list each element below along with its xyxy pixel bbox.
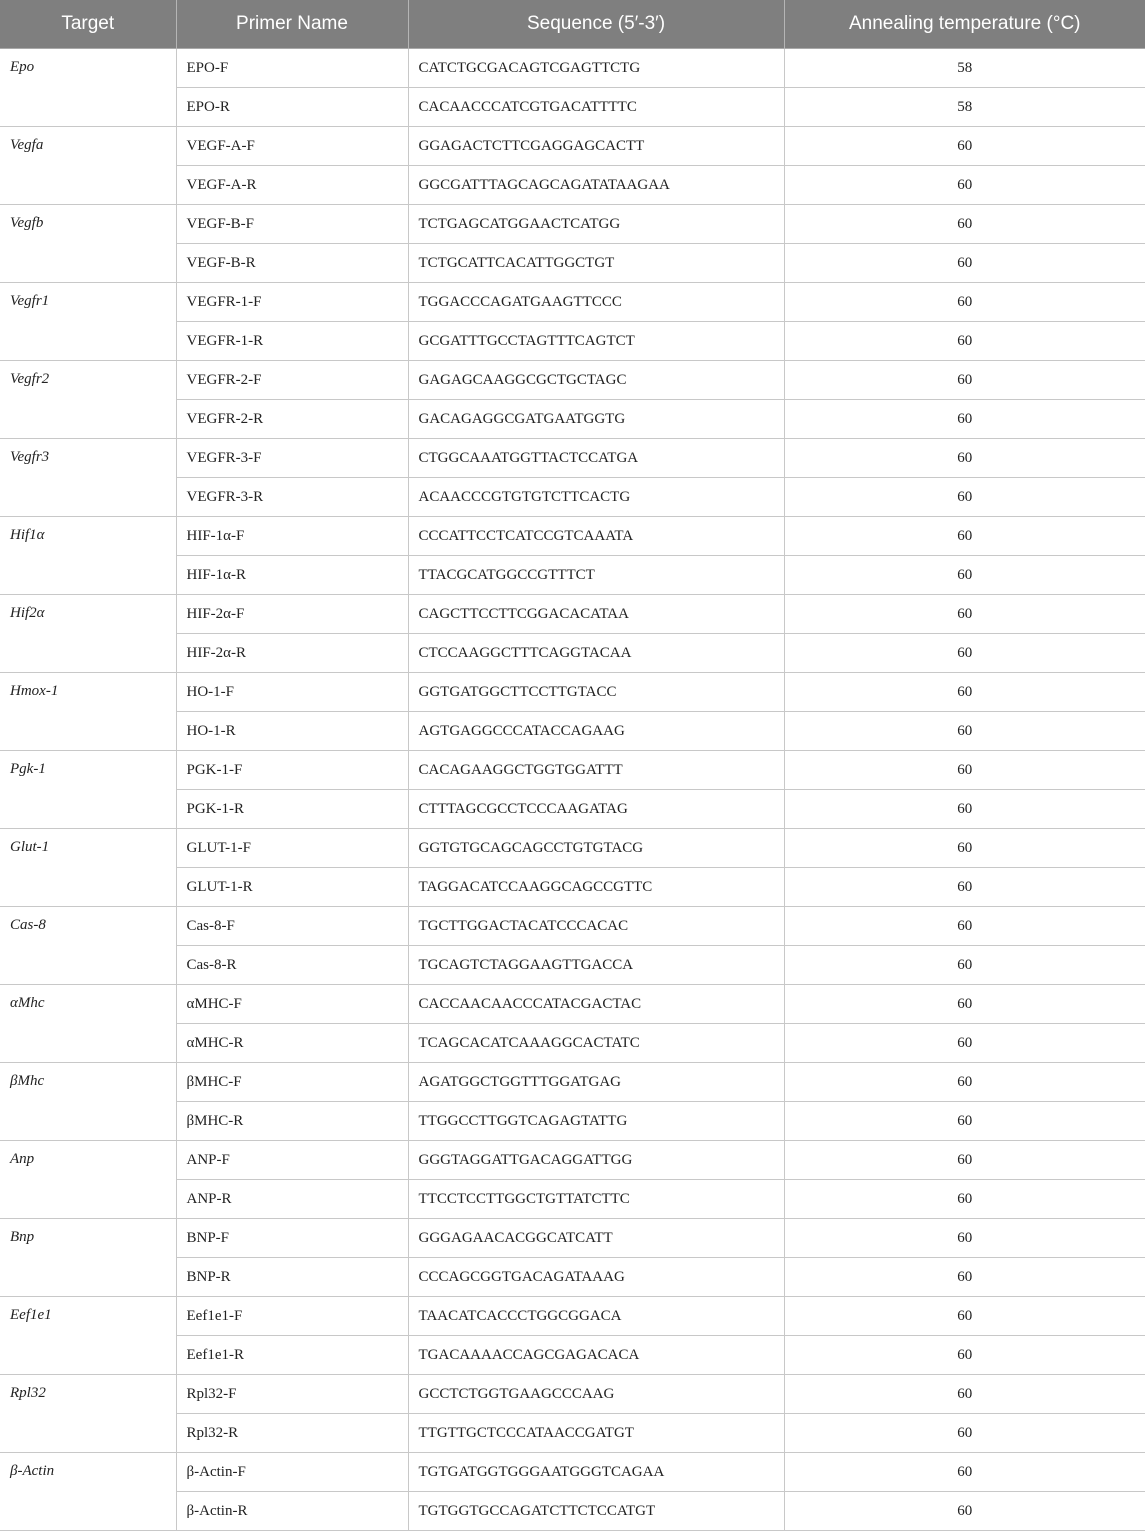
- annealing-temperature-cell: 60: [784, 439, 1145, 478]
- target-gene-cell: Glut-1: [0, 829, 176, 907]
- primer-name-cell: PGK-1-F: [176, 751, 408, 790]
- primer-name-cell: Eef1e1-R: [176, 1336, 408, 1375]
- sequence-cell: TCTGAGCATGGAACTCATGG: [408, 205, 784, 244]
- header-row: [0, 0, 1145, 49]
- primer-name-cell: Cas-8-R: [176, 946, 408, 985]
- sequence-cell: CAGCTTCCTTCGGACACATAA: [408, 595, 784, 634]
- sequence-cell: AGATGGCTGGTTTGGATGAG: [408, 1063, 784, 1102]
- sequence-cell: GGGTAGGATTGACAGGATTGG: [408, 1141, 784, 1180]
- primer-name-cell: ANP-R: [176, 1180, 408, 1219]
- sequence-cell: TTCCTCCTTGGCTGTTATCTTC: [408, 1180, 784, 1219]
- sequence-cell: CACAGAAGGCTGGTGGATTT: [408, 751, 784, 790]
- primer-name-cell: PGK-1-R: [176, 790, 408, 829]
- sequence-cell: TGCAGTCTAGGAAGTTGACCA: [408, 946, 784, 985]
- sequence-cell: GACAGAGGCGATGAATGGTG: [408, 400, 784, 439]
- primer-name-cell: Rpl32-F: [176, 1375, 408, 1414]
- sequence-cell: GCGATTTGCCTAGTTTCAGTCT: [408, 322, 784, 361]
- target-gene-cell: αMhc: [0, 985, 176, 1063]
- annealing-temperature-cell: 60: [784, 712, 1145, 751]
- annealing-temperature-cell: 60: [784, 517, 1145, 556]
- primer-name-cell: VEGF-B-F: [176, 205, 408, 244]
- annealing-temperature-cell: 60: [784, 907, 1145, 946]
- primer-name-cell: VEGFR-3-F: [176, 439, 408, 478]
- primer-name-cell: VEGFR-1-R: [176, 322, 408, 361]
- target-gene-cell: Vegfr1: [0, 283, 176, 361]
- sequence-cell: CACAACCCATCGTGACATTTTC: [408, 88, 784, 127]
- primer-name-cell: HIF-1α-F: [176, 517, 408, 556]
- sequence-cell: TGTGATGGTGGGAATGGGTCAGAA: [408, 1453, 784, 1492]
- primer-name-cell: αMHC-F: [176, 985, 408, 1024]
- target-gene-cell: Rpl32: [0, 1375, 176, 1453]
- primer-name-cell: βMHC-R: [176, 1102, 408, 1141]
- target-gene-cell: Vegfb: [0, 205, 176, 283]
- sequence-cell: GGCGATTTAGCAGCAGATATAAGAA: [408, 166, 784, 205]
- primer-name-cell: β-Actin-F: [176, 1453, 408, 1492]
- sequence-cell: GAGAGCAAGGCGCTGCTAGC: [408, 361, 784, 400]
- primer-name-cell: Eef1e1-F: [176, 1297, 408, 1336]
- primer-name-cell: βMHC-F: [176, 1063, 408, 1102]
- header-sequence: Sequence (5′-3′): [408, 0, 784, 49]
- primer-name-cell: GLUT-1-F: [176, 829, 408, 868]
- table-row: [0, 829, 1145, 868]
- sequence-cell: TGTGGTGCCAGATCTTCTCCATGT: [408, 1492, 784, 1531]
- annealing-temperature-cell: 60: [784, 673, 1145, 712]
- annealing-temperature-cell: 60: [784, 1063, 1145, 1102]
- sequence-cell: ACAACCCGTGTGTCTTCACTG: [408, 478, 784, 517]
- target-gene-cell: βMhc: [0, 1063, 176, 1141]
- annealing-temperature-cell: 60: [784, 283, 1145, 322]
- primer-name-cell: Rpl32-R: [176, 1414, 408, 1453]
- annealing-temperature-cell: 60: [784, 1102, 1145, 1141]
- primer-name-cell: HIF-1α-R: [176, 556, 408, 595]
- table-header: [0, 0, 1145, 49]
- annealing-temperature-cell: 60: [784, 361, 1145, 400]
- annealing-temperature-cell: 60: [784, 400, 1145, 439]
- sequence-cell: TTGGCCTTGGTCAGAGTATTG: [408, 1102, 784, 1141]
- primer-name-cell: ANP-F: [176, 1141, 408, 1180]
- annealing-temperature-cell: 60: [784, 868, 1145, 907]
- sequence-cell: CCCATTCCTCATCCGTCAAATA: [408, 517, 784, 556]
- primer-name-cell: EPO-F: [176, 49, 408, 88]
- annealing-temperature-cell: 60: [784, 205, 1145, 244]
- sequence-cell: CTGGCAAATGGTTACTCCATGA: [408, 439, 784, 478]
- table-row: [0, 595, 1145, 634]
- sequence-cell: GGTGATGGCTTCCTTGTACC: [408, 673, 784, 712]
- annealing-temperature-cell: 60: [784, 790, 1145, 829]
- annealing-temperature-cell: 60: [784, 751, 1145, 790]
- annealing-temperature-cell: 60: [784, 1258, 1145, 1297]
- table-row: [0, 439, 1145, 478]
- table-row: [0, 283, 1145, 322]
- primer-name-cell: VEGFR-1-F: [176, 283, 408, 322]
- annealing-temperature-cell: 60: [784, 1024, 1145, 1063]
- table-row: [0, 517, 1145, 556]
- annealing-temperature-cell: 60: [784, 1414, 1145, 1453]
- annealing-temperature-cell: 60: [784, 556, 1145, 595]
- header-primer-name: Primer Name: [176, 0, 408, 49]
- target-gene-cell: Pgk-1: [0, 751, 176, 829]
- primer-name-cell: HO-1-F: [176, 673, 408, 712]
- primer-name-cell: BNP-R: [176, 1258, 408, 1297]
- primer-name-cell: VEGF-A-F: [176, 127, 408, 166]
- annealing-temperature-cell: 60: [784, 595, 1145, 634]
- primer-name-cell: VEGF-B-R: [176, 244, 408, 283]
- primer-name-cell: GLUT-1-R: [176, 868, 408, 907]
- table-row: [0, 1375, 1145, 1414]
- target-gene-cell: Cas-8: [0, 907, 176, 985]
- annealing-temperature-cell: 58: [784, 49, 1145, 88]
- target-gene-cell: Vegfr2: [0, 361, 176, 439]
- annealing-temperature-cell: 60: [784, 1141, 1145, 1180]
- table-row: [0, 985, 1145, 1024]
- sequence-cell: TCTGCATTCACATTGGCTGT: [408, 244, 784, 283]
- annealing-temperature-cell: 60: [784, 127, 1145, 166]
- annealing-temperature-cell: 60: [784, 322, 1145, 361]
- target-gene-cell: Hmox-1: [0, 673, 176, 751]
- table-body: [0, 49, 1145, 1531]
- sequence-cell: CTTTAGCGCCTCCCAAGATAG: [408, 790, 784, 829]
- annealing-temperature-cell: 60: [784, 1492, 1145, 1531]
- table-row: [0, 1297, 1145, 1336]
- sequence-cell: TGACAAAACCAGCGAGACACA: [408, 1336, 784, 1375]
- target-gene-cell: Epo: [0, 49, 176, 127]
- primer-name-cell: BNP-F: [176, 1219, 408, 1258]
- sequence-cell: TGCTTGGACTACATCCCACAC: [408, 907, 784, 946]
- sequence-cell: TAGGACATCCAAGGCAGCCGTTC: [408, 868, 784, 907]
- sequence-cell: CACCAACAACCCATACGACTAC: [408, 985, 784, 1024]
- table-row: [0, 1141, 1145, 1180]
- target-gene-cell: Hif2α: [0, 595, 176, 673]
- table-row: [0, 751, 1145, 790]
- annealing-temperature-cell: 60: [784, 244, 1145, 283]
- primer-name-cell: HIF-2α-R: [176, 634, 408, 673]
- sequence-cell: AGTGAGGCCCATACCAGAAG: [408, 712, 784, 751]
- annealing-temperature-cell: 60: [784, 829, 1145, 868]
- table-row: [0, 127, 1145, 166]
- sequence-cell: TAACATCACCCTGGCGGACA: [408, 1297, 784, 1336]
- sequence-cell: GGGAGAACACGGCATCATT: [408, 1219, 784, 1258]
- table-row: [0, 1219, 1145, 1258]
- annealing-temperature-cell: 60: [784, 634, 1145, 673]
- primer-name-cell: VEGFR-2-F: [176, 361, 408, 400]
- sequence-cell: TTGTTGCTCCCATAACCGATGT: [408, 1414, 784, 1453]
- sequence-cell: GGTGTGCAGCAGCCTGTGTACG: [408, 829, 784, 868]
- primer-name-cell: αMHC-R: [176, 1024, 408, 1063]
- annealing-temperature-cell: 60: [784, 166, 1145, 205]
- annealing-temperature-cell: 58: [784, 88, 1145, 127]
- primer-name-cell: VEGF-A-R: [176, 166, 408, 205]
- primer-name-cell: EPO-R: [176, 88, 408, 127]
- header-target: Target: [0, 0, 176, 49]
- table-row: [0, 1063, 1145, 1102]
- primer-name-cell: HIF-2α-F: [176, 595, 408, 634]
- annealing-temperature-cell: 60: [784, 1336, 1145, 1375]
- target-gene-cell: Anp: [0, 1141, 176, 1219]
- target-gene-cell: Vegfr3: [0, 439, 176, 517]
- sequence-cell: CCCAGCGGTGACAGATAAAG: [408, 1258, 784, 1297]
- annealing-temperature-cell: 60: [784, 1297, 1145, 1336]
- target-gene-cell: Bnp: [0, 1219, 176, 1297]
- primer-name-cell: VEGFR-2-R: [176, 400, 408, 439]
- sequence-cell: CATCTGCGACAGTCGAGTTCTG: [408, 49, 784, 88]
- sequence-cell: TGGACCCAGATGAAGTTCCC: [408, 283, 784, 322]
- primer-name-cell: Cas-8-F: [176, 907, 408, 946]
- target-gene-cell: Eef1e1: [0, 1297, 176, 1375]
- table-row: [0, 361, 1145, 400]
- header-annealing-temperature: Annealing temperature (°C): [784, 0, 1145, 49]
- primer-name-cell: β-Actin-R: [176, 1492, 408, 1531]
- sequence-cell: CTCCAAGGCTTTCAGGTACAA: [408, 634, 784, 673]
- table-row: [0, 49, 1145, 88]
- table-row: [0, 673, 1145, 712]
- annealing-temperature-cell: 60: [784, 478, 1145, 517]
- sequence-cell: TCAGCACATCAAAGGCACTATC: [408, 1024, 784, 1063]
- table-row: [0, 205, 1145, 244]
- annealing-temperature-cell: 60: [784, 1453, 1145, 1492]
- annealing-temperature-cell: 60: [784, 1375, 1145, 1414]
- target-gene-cell: Vegfa: [0, 127, 176, 205]
- annealing-temperature-cell: 60: [784, 946, 1145, 985]
- annealing-temperature-cell: 60: [784, 1180, 1145, 1219]
- target-gene-cell: Hif1α: [0, 517, 176, 595]
- table-row: [0, 1453, 1145, 1492]
- sequence-cell: TTACGCATGGCCGTTTCT: [408, 556, 784, 595]
- primer-name-cell: VEGFR-3-R: [176, 478, 408, 517]
- sequence-cell: GGAGACTCTTCGAGGAGCACTT: [408, 127, 784, 166]
- annealing-temperature-cell: 60: [784, 985, 1145, 1024]
- sequence-cell: GCCTCTGGTGAAGCCCAAG: [408, 1375, 784, 1414]
- primer-name-cell: HO-1-R: [176, 712, 408, 751]
- target-gene-cell: β-Actin: [0, 1453, 176, 1531]
- annealing-temperature-cell: 60: [784, 1219, 1145, 1258]
- table-row: [0, 907, 1145, 946]
